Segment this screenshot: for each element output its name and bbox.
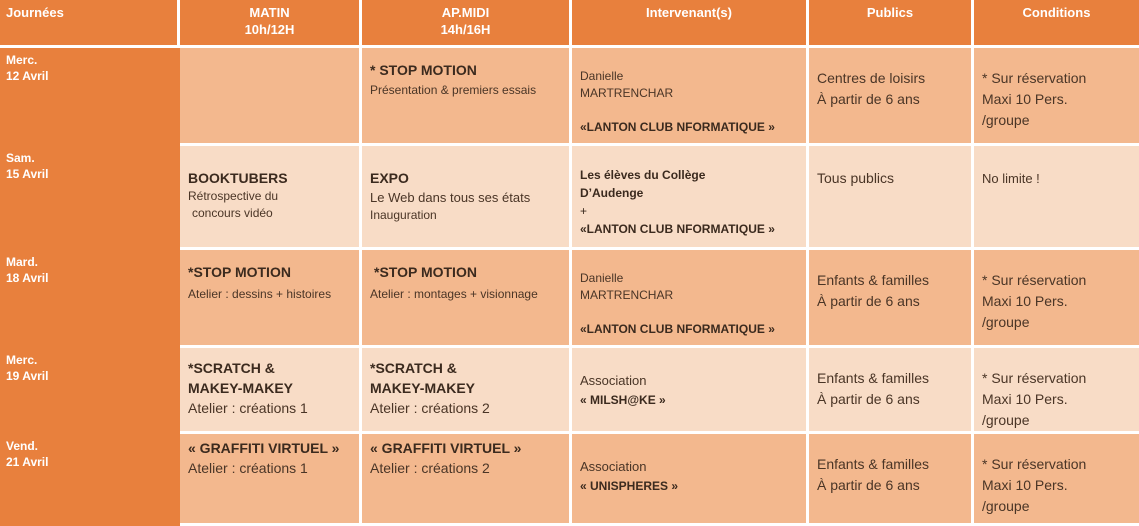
speaker-name: Danielle: [580, 271, 624, 285]
day-name: Merc.: [6, 353, 38, 367]
header-morning-hours: 10h/12H: [244, 22, 295, 37]
header-days: [0, 0, 180, 48]
audience-cell: [809, 348, 974, 434]
activity-description: Atelier : montages + visionnage: [370, 287, 538, 301]
activity-description: Atelier : créations 2: [370, 400, 490, 416]
activity-title: « GRAFFITI VIRTUEL »: [188, 440, 340, 456]
activity-title: *SCRATCH &: [370, 360, 457, 376]
condition-reservation: * Sur réservation: [982, 370, 1087, 386]
audience-cell: [809, 434, 974, 526]
activity-title: *STOP MOTION: [374, 264, 477, 280]
activity-title: *SCRATCH &: [188, 360, 275, 376]
morning-cell: [180, 434, 362, 526]
speakers-cell: [572, 348, 809, 434]
day-date: 15 Avril: [6, 167, 49, 181]
day-date: 12 Avril: [6, 69, 49, 83]
audience-age: À partir de 6 ans: [817, 91, 920, 107]
audience-age: À partir de 6 ans: [817, 293, 920, 309]
header-speakers: [572, 0, 809, 48]
morning-cell: [180, 348, 362, 434]
conditions-cell: [974, 250, 1139, 348]
speakers-cell: [572, 250, 809, 348]
audience-line: Enfants & familles: [817, 272, 930, 288]
speaker-name: Association: [580, 373, 647, 388]
activity-title: *STOP MOTION: [188, 264, 291, 280]
day-name: Merc.: [6, 53, 38, 67]
speaker-org: « MILSH@KE »: [580, 393, 666, 407]
condition-note: No limite !: [982, 171, 1040, 186]
activity-description: Atelier : créations 2: [370, 460, 490, 476]
activity-description: Atelier : créations 1: [188, 400, 308, 416]
conditions-cell: [974, 348, 1139, 434]
header-conditions-label: Conditions: [1022, 5, 1091, 20]
day-name: Mard.: [6, 255, 39, 269]
afternoon-cell: [362, 348, 572, 434]
speaker-name: Danielle: [580, 69, 624, 83]
day-name: Vend.: [6, 439, 39, 453]
condition-reservation: * Sur réservation: [982, 272, 1087, 288]
condition-group: /groupe: [982, 314, 1030, 330]
activity-note: Inauguration: [370, 208, 437, 222]
condition-max: Maxi 10 Pers.: [982, 91, 1068, 107]
speaker-surname: MARTRENCHAR: [580, 288, 674, 302]
condition-group: /groupe: [982, 112, 1030, 128]
speaker-plus: +: [580, 204, 588, 218]
afternoon-cell: [362, 146, 572, 250]
header-conditions: [974, 0, 1139, 48]
speaker-name: Association: [580, 459, 647, 474]
afternoon-cell: [362, 250, 572, 348]
speaker-org: «LANTON CLUB NFORMATIQUE »: [580, 120, 775, 134]
header-days-label: Journées: [6, 5, 64, 20]
conditions-cell: [974, 434, 1139, 526]
header-speakers-label: Intervenant(s): [646, 5, 732, 20]
activity-description: Présentation & premiers essais: [370, 83, 537, 97]
day-date: 18 Avril: [6, 271, 49, 285]
activity-title: EXPO: [370, 170, 409, 186]
header-morning: [180, 0, 362, 48]
audience-line: Centres de loisirs: [817, 70, 926, 86]
table-row-day: [0, 434, 180, 526]
table-row-day: [0, 48, 180, 146]
audience-line: Enfants & familles: [817, 456, 930, 472]
speaker-name: Les élèves du Collège: [580, 168, 706, 182]
speaker-school: D’Audenge: [580, 186, 644, 200]
activity-title: MAKEY-MAKEY: [370, 380, 476, 396]
speaker-org: «LANTON CLUB NFORMATIQUE »: [580, 222, 775, 236]
speaker-org: « UNISPHERES »: [580, 479, 679, 493]
condition-reservation: * Sur réservation: [982, 70, 1087, 86]
condition-group: /groupe: [982, 412, 1030, 428]
activity-description: concours vidéo: [192, 206, 273, 220]
activity-description: Atelier : dessins + histoires: [188, 287, 332, 301]
morning-cell: [180, 250, 362, 348]
activity-title: * STOP MOTION: [370, 62, 477, 78]
speakers-cell: [572, 146, 809, 250]
day-name: Sam.: [6, 151, 35, 165]
speakers-cell: [572, 434, 809, 526]
condition-max: Maxi 10 Pers.: [982, 477, 1068, 493]
morning-cell: [180, 146, 362, 250]
activity-title: « GRAFFITI VIRTUEL »: [370, 440, 522, 456]
conditions-cell: [974, 48, 1139, 146]
condition-max: Maxi 10 Pers.: [982, 293, 1068, 309]
audience-cell: [809, 48, 974, 146]
conditions-cell: [974, 146, 1139, 250]
table-row-day: [0, 250, 180, 348]
audience-cell: [809, 250, 974, 348]
speakers-cell: [572, 48, 809, 146]
header-audience: [809, 0, 974, 48]
header-afternoon: [362, 0, 572, 48]
audience-line: Tous publics: [817, 170, 895, 186]
afternoon-cell: [362, 434, 572, 526]
audience-cell: [809, 146, 974, 250]
activity-title: MAKEY-MAKEY: [188, 380, 294, 396]
activity-title: BOOKTUBERS: [188, 170, 288, 186]
condition-max: Maxi 10 Pers.: [982, 391, 1068, 407]
audience-line: Enfants & familles: [817, 370, 930, 386]
speaker-org: «LANTON CLUB NFORMATIQUE »: [580, 322, 775, 336]
afternoon-cell: [362, 48, 572, 146]
morning-cell-empty: [180, 48, 362, 146]
condition-reservation: * Sur réservation: [982, 456, 1087, 472]
day-date: 21 Avril: [6, 455, 49, 469]
audience-age: À partir de 6 ans: [817, 391, 920, 407]
activity-description: Le Web dans tous ses états: [370, 190, 531, 205]
activity-description: Atelier : créations 1: [188, 460, 308, 476]
speaker-surname: MARTRENCHAR: [580, 86, 674, 100]
header-afternoon-hours: 14h/16H: [440, 22, 491, 37]
table-row-day: [0, 146, 180, 250]
activity-description: Rétrospective du: [188, 189, 279, 203]
table-row-day: [0, 348, 180, 434]
header-afternoon-label: AP.MIDI: [441, 5, 490, 20]
header-audience-label: Publics: [866, 5, 914, 20]
day-date: 19 Avril: [6, 369, 49, 383]
header-morning-label: MATIN: [249, 5, 290, 20]
condition-group: /groupe: [982, 498, 1030, 514]
audience-age: À partir de 6 ans: [817, 477, 920, 493]
